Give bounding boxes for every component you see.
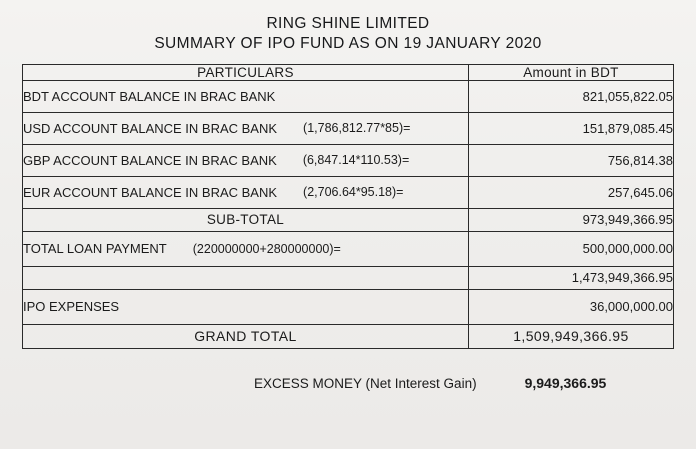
- table-row: [23, 144, 674, 176]
- table-row: [23, 80, 674, 112]
- excess-money-label: EXCESS MONEY (Net Interest Gain): [254, 375, 477, 391]
- table-row: [23, 176, 674, 208]
- particulars-cell: [23, 80, 469, 112]
- row-label: EUR ACCOUNT BALANCE IN BRAC BANK: [23, 184, 278, 200]
- loan-row: [23, 231, 674, 266]
- subtotal-row: [23, 208, 674, 231]
- ipo-fund-table: [22, 64, 674, 349]
- company-name: RING SHINE LIMITED: [266, 15, 430, 32]
- table-header-row: [23, 64, 674, 80]
- expenses-row: [23, 289, 674, 324]
- particulars-cell: [23, 112, 469, 144]
- amount-cell: 756,814.38: [468, 144, 673, 176]
- grand-total-row: [23, 324, 674, 348]
- particulars-cell: [23, 176, 469, 208]
- column-header-particulars: PARTICULARS: [23, 64, 469, 80]
- row-calculation: (1,786,812.77*85)=: [303, 121, 411, 136]
- excess-money-row: [22, 375, 674, 391]
- grand-total-label: GRAND TOTAL: [23, 324, 469, 348]
- row-calculation: (220000000+280000000)=: [192, 241, 341, 256]
- row-calculation: (6,847.14*110.53)=: [302, 153, 410, 168]
- grand-total-amount: 1,509,949,366.95: [468, 324, 673, 348]
- subtotal-label: SUB-TOTAL: [23, 208, 469, 231]
- column-header-amount: Amount in BDT: [468, 64, 673, 80]
- document-subtitle: SUMMARY OF IPO FUND AS ON 19 JANUARY 2020: [154, 35, 542, 53]
- running-total-amount: 1,473,949,366.95: [468, 266, 673, 289]
- row-label: GBP ACCOUNT BALANCE IN BRAC BANK: [23, 152, 277, 168]
- running-total-label: [23, 266, 469, 289]
- excess-money-amount: 9,949,366.95: [524, 374, 607, 391]
- amount-cell: 821,055,822.05: [468, 80, 673, 112]
- particulars-cell: [23, 144, 469, 176]
- row-calculation: (2,706.64*95.18)=: [303, 185, 404, 200]
- table-row: [23, 112, 674, 144]
- amount-cell: 257,645.06: [468, 176, 673, 208]
- amount-cell: 151,879,085.45: [468, 112, 673, 144]
- expenses-amount: 36,000,000.00: [468, 289, 673, 324]
- row-label: BDT ACCOUNT BALANCE IN BRAC BANK: [23, 88, 276, 104]
- running-total-row: [23, 266, 674, 289]
- row-label: TOTAL LOAN PAYMENT: [23, 241, 167, 257]
- subtotal-amount: 973,949,366.95: [468, 208, 673, 231]
- row-label: USD ACCOUNT BALANCE IN BRAC BANK: [23, 120, 278, 136]
- document-header: [22, 14, 674, 54]
- amount-cell: 500,000,000.00: [468, 231, 673, 266]
- expenses-label: IPO EXPENSES: [23, 289, 469, 324]
- particulars-cell: [23, 231, 469, 266]
